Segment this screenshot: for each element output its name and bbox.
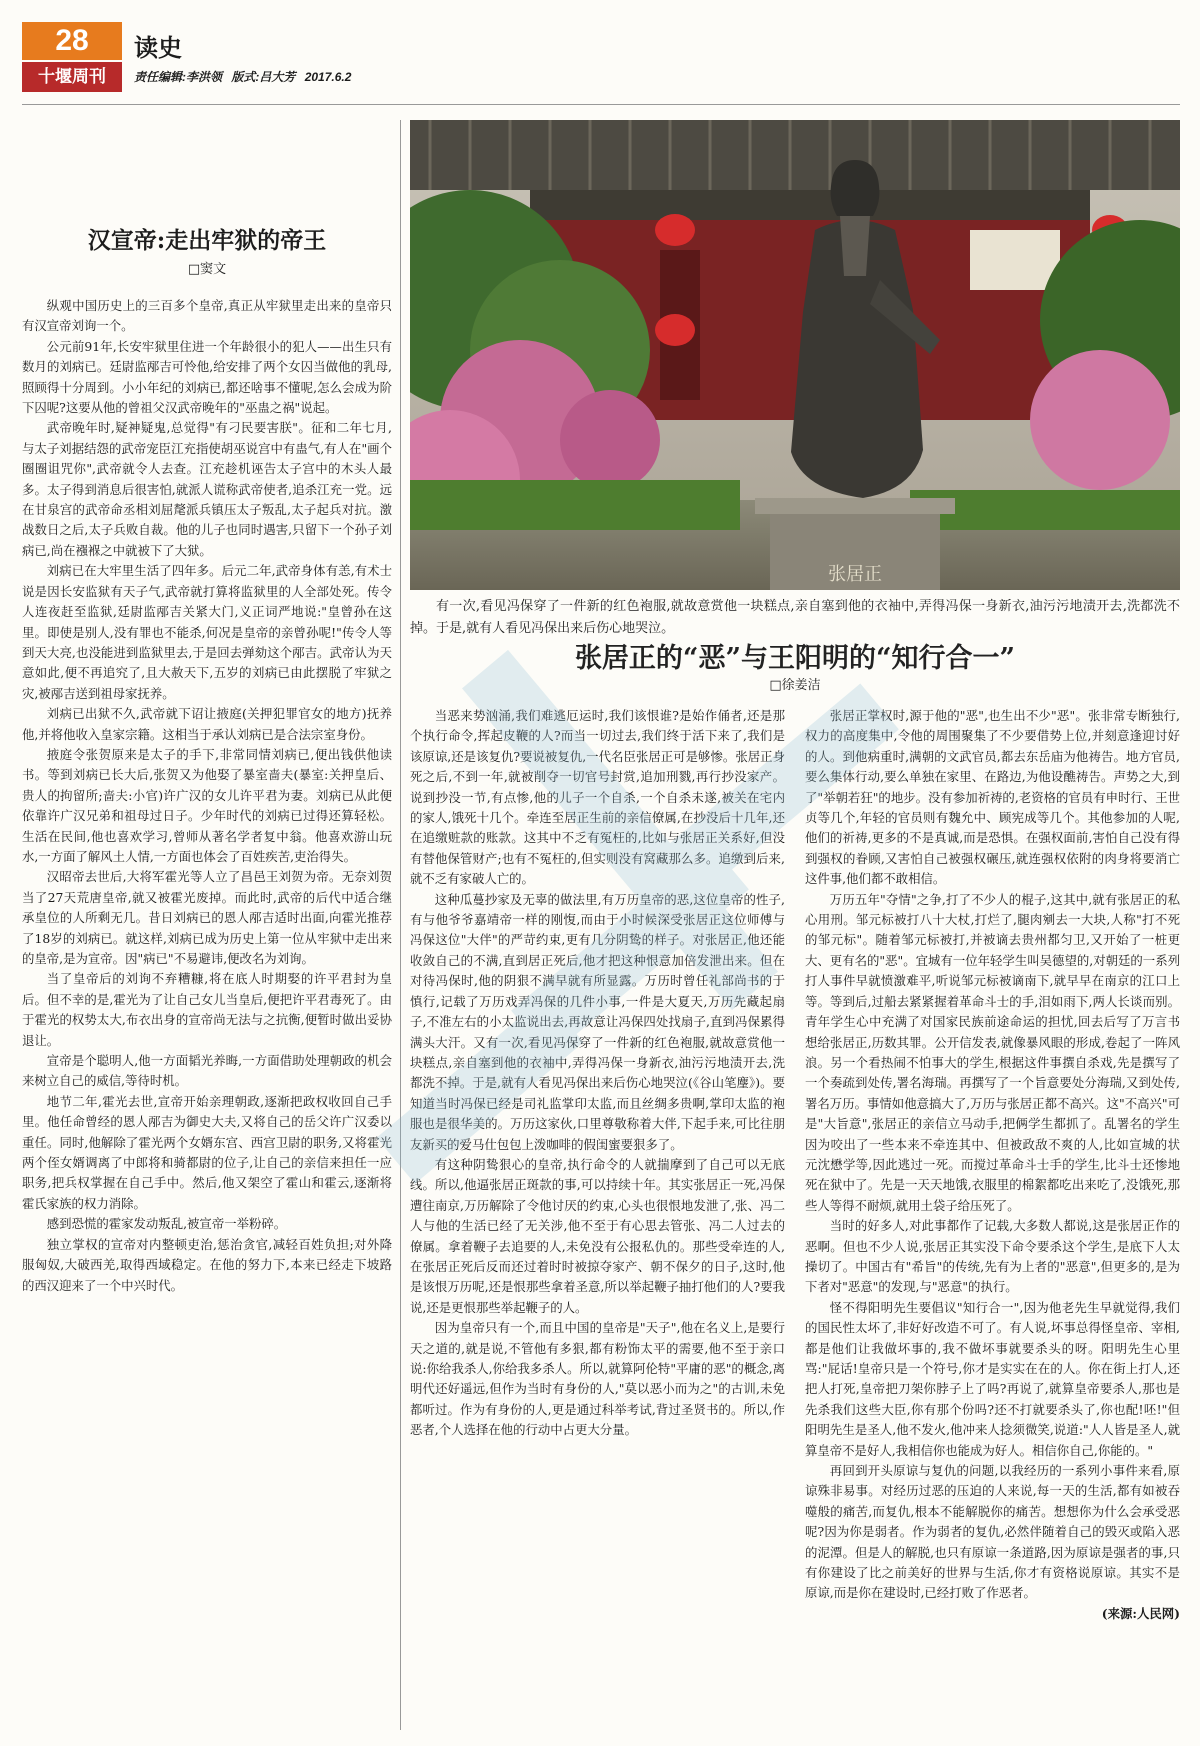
article2-paragraph: 张居正掌权时,源于他的"恶",也生出不少"恶"。张非常专断独行,权力的高度集中,令他的周围聚集了不少要借势上位,并刻意逢迎讨好的人。到他病重时,满朝的文武官员,都去东岳庙为他祷告。地方官员,要么集体行动,要么单独在家里、在路边,为他设醮祷告。声势之大,到了"举朝若狂"的地步。没有参加祈祷的,老资格的官员有申时行、王世贞等几个,年轻的官员则有魏允中、顾宪成等几个。其他参加的人呢,他们的祈祷,更多的不是真诚,而是恐惧。在强权面前,害怕自己没有得到强权的眷顾,又害怕自己被强权碾压,就连强权依附的肉身将要消亡这件事,他们都不敢相信。	[805, 708, 1180, 887]
article2-paragraph: 怪不得阳明先生要倡议"知行合一",因为他老先生早就觉得,我们的国民性太坏了,非好好改造不可了。有人说,坏事总得怪皇帝、宰相,都是他们让我做坏事的,我不做坏事就要杀头的呀。阳明先生心里骂:"屁话!皇帝只是一个符号,你才是实实在在的人。你在街上打人,还把人打死,皇帝把刀架你脖子上了吗?再说了,就算皇帝要杀人,那也是先杀我们这些大臣,你有那个份吗?还不打就要杀头了,你也配!呸!"但阳明先生是圣人,他不发火,他冲来人捻须微笑,说道:"人人皆是圣人,就算皇帝不是好人,我相信你也能成为好人。相信你自己,你能的。"	[805, 1299, 1180, 1458]
article1-paragraph: 刘病已在大牢里生活了四年多。后元二年,武帝身体有恙,有术士说是因长安监狱有天子气,武帝就打算将监狱里的人全部处死。传令人连夜赶至监狱,廷尉监邴吉关紧大门,义正词严地说:"皇曾孙在这里。即使是别人,没有罪也不能杀,何况是皇帝的亲曾孙呢!"传令人等到天大亮,也没能进到监狱里去,于是回去弹劾这个邴吉。武帝认为天意如此,便不再追究了,且大赦天下,五岁的刘病已由此摆脱了牢狱之灾,被邴吉送到祖母家抚养。	[22, 563, 392, 701]
editor-credit: 责任编辑:李洪领	[134, 70, 222, 84]
photo-caption: 有一次,看见冯保穿了一件新的红色袍服,就故意赏他一块糕点,亲自塞到他的衣袖中,弄得冯保一身新衣,油污污地渍开去,洗都洗不掉。于是,就有人看见冯保出来后伤心地哭泣。	[410, 599, 1180, 636]
article2-paragraph: 当恶来势汹涌,我们难逃厄运时,我们该恨谁?是始作俑者,还是那个执行命令,挥起皮鞭的人?而当一切过去,我们终于活下来了,我们是该原谅,还是该复仇?要说被复仇,一代名臣张居正可是够惨。张居正身死之后,不到一年,就被削夺一切官号封赏,追加刑戮,再行抄没家产。说到抄没一节,有点惨,他的儿子一个自杀,一个自杀未遂,被关在宅内的家人,饿死十几个。牵连至居正生前的亲信僚属,在抄没后十几年,还在追缴赃款的账款。这其中不乏有冤枉的,比如与张居正关系好,但没有替他保管财产;也有不冤枉的,但实则没有窝藏那么多。追缴到后来,就不乏有家破人亡的。	[410, 708, 785, 887]
editor-line	[134, 68, 357, 85]
layout-credit: 版式:吕大芳	[231, 70, 296, 84]
article2-body-column-1	[410, 706, 785, 1728]
article1-paragraph: 刘病已出狱不久,武帝就下诏让掖庭(关押犯罪官女的地方)抚养他,并将他收入皇家宗籍。这相当于承认刘病已是合法宗室身份。	[22, 706, 392, 742]
article2-body-column-2	[805, 706, 1180, 1728]
article2-paragraph: 万历五年"夺情"之争,打了不少人的棍子,这其中,就有张居正的私心用刑。邹元标被打八十大杖,打烂了,腿肉剜去一大块,人称"打不死的邹元标"。随着邹元标被打,并被谪去贵州都匀卫,又开始了一桩更大、更有名的"恶"。宜城有一位年轻学生叫吴德望的,对朝廷的一系列打人事件早就愤激难平,听说邹元标被谪南下,就早早在南京的江口上等。等到后,过船去紧紧握着革命斗士的手,泪如雨下,两人长谈而别。青年学生心中充满了对国家民族前途命运的担忧,回去后写了万言书想给张居正,历数其罪。公开信发表,就像暴风眼的形成,卷起了一阵风浪。另一个看热闹不怕事大的学生,根据这件事撰自杀戏,先是撰写了一个奏疏到处传,署名海瑞。再撰写了一个旨意要处分海瑞,又到处传,署名万历。事情如他意搞大了,万历与张居正都不高兴。这"不高兴"可是"大旨意",张居正的亲信立马动手,把俩学生都抓了。乱署名的学生因为咬出了一些本来不牵连其中、但被政敌不爽的人,比如宣城的状元沈懋学等,因此逃过一死。而搅过革命斗士手的学生,比斗士还惨地死在狱中了。先是一天天地饿,衣服里的棉絮都吃出来吃了,没饿死,那些人等得不耐烦,就用土袋子给压死了。	[805, 891, 1180, 1213]
section-name: 读史	[134, 33, 182, 62]
column-divider	[400, 120, 401, 1730]
article1-paragraph: 当了皇帝后的刘询不弃糟糠,将在底人时期娶的许平君封为皇后。但不幸的是,霍光为了让自己女儿当皇后,便把许平君毒死了。由于霍光的权势太大,布衣出身的宣帝尚无法与之抗衡,便暂时做出妥协退让。	[22, 971, 392, 1048]
article2-source: (来源:人民网)	[1101, 1605, 1180, 1621]
article1-author: □窦文	[187, 262, 227, 277]
statue-photo	[410, 120, 1180, 590]
article1-paragraph: 武帝晚年时,疑神疑鬼,总觉得"有刁民要害朕"。征和二年七月,与太子刘据结怨的武帝宠臣江充指使胡巫说宫中有蛊气,有人在"画个圈圈诅咒你",武帝就令人去查。江充趁机诬告太子宫中的木头人最多。太子得到消息后很害怕,就派人谎称武帝使者,追杀江充一党。远在甘泉宫的武帝命丞相刘屈氂派兵镇压太子叛乱,太子起兵对抗。激战数日之后,太子兵败自裁。他的儿子也同时遇害,只留下一个孙子刘病已,尚在襁褓之中就被下了大狱。	[22, 420, 392, 558]
article2-title: 张居正的“恶”与王阳明的“知行合一”	[574, 643, 1016, 674]
paper-name: 十堰周刊	[22, 62, 122, 92]
article1-paragraph: 汉昭帝去世后,大将军霍光等人立了昌邑王刘贺为帝。无奈刘贺当了27天荒唐皇帝,就又被霍光废掉。而此时,武帝的后代中适合继承皇位的人所剩无几。昔日刘病已的恩人邴吉适时出面,向霍光推荐了18岁的刘病已。就这样,刘病已成为历史上第一位从牢狱中走出来的皇帝,是为宣帝。因"病已"不易避讳,便改名为刘询。	[22, 869, 392, 966]
article1-paragraph: 掖庭令张贺原来是太子的手下,非常同情刘病已,便出钱供他读书。等到刘病已长大后,张贺又为他娶了暴室啬夫(暴室:关押皇后、贵人的拘留所;啬夫:小官)许广汉的女儿许平君为妻。刘病已从此便依靠许广汉兄弟和祖母过日子。少年时代的刘病已过得还算轻松。生活在民间,他也喜欢学习,曾师从著名学者复中翁。他喜欢游山玩水,一方面了解风土人情,一方面也体会了百姓疾苦,吏治得失。	[22, 746, 392, 864]
article1-paragraph: 纵观中国历史上的三百多个皇帝,真正从牢狱里走出来的皇帝只有汉宣帝刘询一个。	[22, 298, 392, 334]
masthead	[22, 22, 522, 96]
statue-inscription: 张居正	[828, 564, 882, 585]
header-rule	[22, 104, 1180, 105]
article1-body	[22, 296, 392, 1728]
article2-paragraph: 因为皇帝只有一个,而且中国的皇帝是"天子",他在名义上,是要行天之道的,就是说,不管他有多狠,都有粉饰太平的需要,他不至于亲口说:你给我杀人,你给我多杀人。所以,就算阿伦特"平庸的恶"的概念,离明代还好遥远,但作为当时有身份的人,"莫以恶小而为之"的古训,未免都听过。作为有身份的人,更是通过科举考试,背过圣贤书的。所以,作恶者,个人选择在他的行动中占更大分量。	[410, 1320, 785, 1438]
article2-paragraph: 有这种阴鸷狠心的皇帝,执行命令的人就揣摩到了自己可以无底线。所以,他逼张居正斑款的事,可以持续十年。其实张居正一死,冯保遭往南京,万历解除了令他讨厌的约束,心头也很恨地发泄了,张、冯二人与他的生活已经了无关涉,他不至于有心思去管张、冯二人过去的僚属。拿着鞭子去追要的人,未免没有公报私仇的。那些受牵连的人,在张居正死后反而还过着时时被掠夺家产、朝不保夕的日子,这时,他是该恨万历呢,还是恨那些拿着圣意,所以举起鞭子抽打他们的人?要我说,还是更恨那些举起鞭子的人。	[410, 1156, 785, 1315]
page-number: 28	[22, 22, 122, 60]
article2-paragraph: 当时的好多人,对此事都作了记载,大多数人都说,这是张居正作的恶啊。但也不少人说,张居正其实没下命令要杀这个学生,是底下人太操切了。中国古有"希旨"的传统,先有为上者的"恶意",但更多的,是为下者对"恶意"的发现,与"恶意"的执行。	[805, 1218, 1180, 1295]
article1-paragraph: 感到恐慌的霍家发动叛乱,被宣帝一举粉碎。	[46, 1216, 287, 1232]
article1-paragraph: 地节二年,霍光去世,宣帝开始亲理朝政,逐渐把政权收回自己手里。他任命曾经的恩人邴吉为御史大夫,又将自己的岳父许广汉委以重任。同时,他解除了霍光两个女婿东宫、西宫卫尉的职务,又将霍光两个侄女婿调离了中郎将和骑都尉的位子,让自己的亲信来担任一应职务,把兵权掌握在自己手中。然后,他又架空了霍山和霍云,逐渐将霍氏家族的权力消除。	[22, 1093, 392, 1211]
statue-photo-illustration	[410, 120, 1180, 590]
article1-paragraph: 独立掌权的宣帝对内整顿吏治,惩治贪官,减轻百姓负担;对外降服匈奴,大破西羌,取得西域稳定。在他的努力下,本来已经走下坡路的西汉迎来了一个中兴时代。	[22, 1236, 392, 1293]
article1-paragraph: 宣帝是个聪明人,他一方面韬光养晦,一方面借助处理朝政的机会来树立自己的威信,等待时机。	[22, 1053, 392, 1089]
article2-paragraph: 再回到开头原谅与复仇的问题,以我经历的一系列小事件来看,原谅殊非易事。对经历过恶的压迫的人来说,每一天的生活,都有如被吞噬般的痛苦,而复仇,根本不能解脱你的痛苦。想想你为什么会承受恶呢?因为你是弱者。作为弱者的复仇,必然伴随着自己的毁灭或陷入恶的泥潭。但是人的解脱,也只有原谅一条道路,因为原谅是强者的事,只有你建设了比之前美好的世界与生活,你才有资格说原谅。其实不是原谅,而是你在建设时,已经打败了作恶者。	[805, 1463, 1180, 1601]
issue-date: 2017.6.2	[304, 70, 352, 84]
article2-author: □徐姜洁	[769, 678, 821, 693]
article1-title: 汉宣帝:走出牢狱的帝王	[87, 227, 327, 254]
article1-paragraph: 公元前91年,长安牢狱里住进一个年龄很小的犯人——出生只有数月的刘病已。廷尉监邴吉可怜他,给安排了两个女囚当做他的乳母,照顾得十分周到。小小年纪的刘病已,都还啥事不懂呢,怎么会成为阶下囚呢?这要从他的曾祖父汉武帝晚年的"巫蛊之祸"说起。	[22, 338, 392, 416]
article2-paragraph: 这种瓜蔓抄家及无辜的做法里,有万历皇帝的恶,这位皇帝的性子,有与他爷爷嘉靖帝一样的刚愎,而由于小时候深受张居正这位师傅与冯保这位"大伴"的严苛约束,更有几分阴鸷的样子。对张居正,他还能收敛自己的不满,直到居正死后,他才把这种恨意加倍发泄出来。但在对待冯保时,他的阴狠不满早就有所显露。万历时曾任礼部尚书的于慎行,记载了万历戏弄冯保的几件小事,一件是大夏天,万历先藏起扇子,不准左右的小太监说出去,再故意让冯保四处找扇子,直到冯保累得满头大汗。又有一次,看见冯保穿了一件新的红色袍服,就故意赏他一块糕点,亲自塞到他的衣袖中,弄得冯保一身新衣,油污污地渍开去,洗都洗不掉。于是,就有人看见冯保出来后伤心地哭泣(《谷山笔麈》)。要知道当时冯保已经是司礼监掌印太监,而且丝绸多贵啊,掌印太监的袍服也是很华美的。万历这家伙,口里尊敬称着大伴,下起手来,可比往朋友新买的爱马仕包包上泼咖啡的假闺蜜要狠多了。	[410, 891, 785, 1152]
